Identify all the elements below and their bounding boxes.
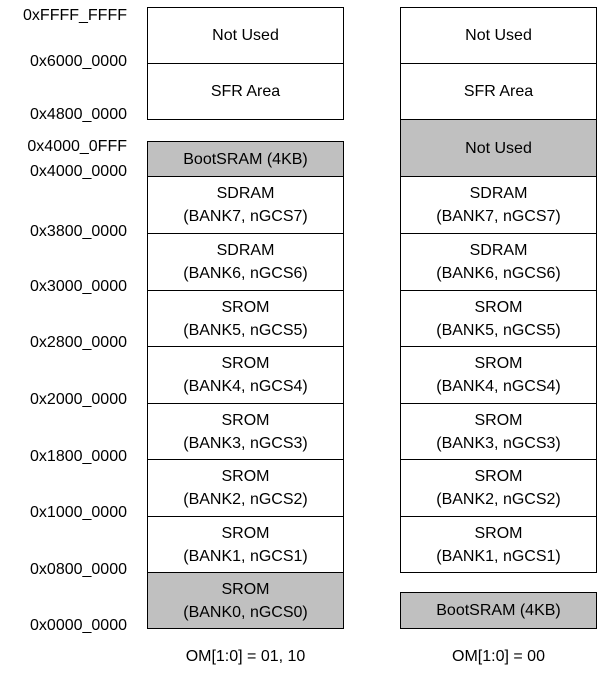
block-label: SFR Area bbox=[463, 83, 534, 100]
block-srom-bank4 bbox=[400, 346, 597, 404]
block-srom-bank3 bbox=[147, 403, 344, 460]
block-label: SDRAM bbox=[469, 242, 528, 259]
caption-om-01-10: OM[1:0] = 01, 10 bbox=[185, 648, 306, 665]
block-not-used bbox=[400, 7, 597, 64]
block-srom-bank2 bbox=[400, 459, 597, 517]
address-label: 0x3800_0000 bbox=[30, 223, 127, 240]
block-label: SROM bbox=[221, 524, 270, 542]
block-label: SFR Area bbox=[210, 83, 281, 100]
block-sublabel: (BANK6, nGCS6) bbox=[436, 265, 561, 282]
block-label: SDRAM bbox=[216, 185, 275, 202]
block-sfr-area bbox=[400, 63, 597, 120]
block-srom-bank2 bbox=[147, 459, 344, 517]
block-label: SROM bbox=[221, 298, 270, 316]
block-label: SROM bbox=[221, 580, 270, 598]
block-label: SDRAM bbox=[469, 185, 528, 202]
block-sublabel: (BANK5, nGCS5) bbox=[436, 321, 561, 339]
block-not-used bbox=[147, 7, 344, 64]
block-label: SROM bbox=[221, 355, 270, 372]
block-label: SROM bbox=[221, 411, 270, 429]
address-label: 0x0800_0000 bbox=[30, 561, 127, 578]
block-not-used-shaded bbox=[400, 119, 597, 177]
address-label: 0x2000_0000 bbox=[30, 391, 127, 408]
block-sdram-bank7 bbox=[147, 176, 344, 234]
address-label: 0x4800_0000 bbox=[30, 106, 127, 123]
block-sdram-bank6 bbox=[400, 233, 597, 291]
caption-om-00: OM[1:0] = 00 bbox=[452, 648, 545, 665]
block-label: BootSRAM (4KB) bbox=[436, 602, 561, 619]
block-srom-bank1 bbox=[147, 516, 344, 573]
block-label: SROM bbox=[474, 411, 523, 429]
block-sublabel: (BANK1, nGCS1) bbox=[436, 547, 561, 565]
block-srom-bank5 bbox=[400, 290, 597, 347]
block-sublabel: (BANK6, nGCS6) bbox=[183, 265, 308, 282]
block-sfr-area bbox=[147, 63, 344, 120]
address-label: 0x1000_0000 bbox=[30, 504, 127, 521]
block-sublabel: (BANK3, nGCS3) bbox=[436, 434, 561, 452]
address-label: 0x0000_0000 bbox=[30, 617, 127, 634]
block-bootsram bbox=[147, 141, 344, 178]
block-srom-bank0 bbox=[147, 572, 344, 629]
block-sdram-bank7 bbox=[400, 176, 597, 234]
address-label: 0x4000_0FFF bbox=[27, 138, 127, 155]
address-label: 0x3000_0000 bbox=[30, 278, 127, 295]
memory-map-om-01-10 bbox=[147, 0, 344, 674]
address-label: 0x2800_0000 bbox=[30, 334, 127, 351]
block-sublabel: (BANK2, nGCS2) bbox=[436, 491, 561, 508]
memory-map-om-00 bbox=[400, 0, 597, 674]
block-srom-bank5 bbox=[147, 290, 344, 347]
block-label: SROM bbox=[474, 355, 523, 372]
address-label: 0x4000_0000 bbox=[30, 163, 127, 180]
address-label: 0x1800_0000 bbox=[30, 448, 127, 465]
block-label: SROM bbox=[221, 468, 270, 485]
block-sublabel: (BANK7, nGCS7) bbox=[436, 208, 561, 225]
block-sdram-bank6 bbox=[147, 233, 344, 291]
block-sublabel: (BANK0, nGCS0) bbox=[183, 603, 308, 621]
block-srom-bank1 bbox=[400, 516, 597, 573]
address-label: 0xFFFF_FFFF bbox=[23, 7, 127, 24]
block-label: SDRAM bbox=[216, 242, 275, 259]
block-label: SROM bbox=[474, 524, 523, 542]
block-sublabel: (BANK4, nGCS4) bbox=[436, 378, 561, 395]
block-label: SROM bbox=[474, 468, 523, 485]
block-sublabel: (BANK4, nGCS4) bbox=[183, 378, 308, 395]
block-bootsram bbox=[400, 592, 597, 629]
block-label: BootSRAM (4KB) bbox=[183, 151, 308, 168]
block-sublabel: (BANK1, nGCS1) bbox=[183, 547, 308, 565]
block-srom-bank4 bbox=[147, 346, 344, 404]
block-sublabel: (BANK2, nGCS2) bbox=[183, 491, 308, 508]
block-sublabel: (BANK7, nGCS7) bbox=[183, 208, 308, 225]
block-sublabel: (BANK5, nGCS5) bbox=[183, 321, 308, 339]
address-label: 0x6000_0000 bbox=[30, 53, 127, 70]
block-sublabel: (BANK3, nGCS3) bbox=[183, 434, 308, 452]
block-label: Not Used bbox=[465, 139, 532, 157]
block-label: Not Used bbox=[465, 27, 532, 44]
block-srom-bank3 bbox=[400, 403, 597, 460]
block-label: Not Used bbox=[212, 27, 279, 44]
block-label: SROM bbox=[474, 298, 523, 316]
